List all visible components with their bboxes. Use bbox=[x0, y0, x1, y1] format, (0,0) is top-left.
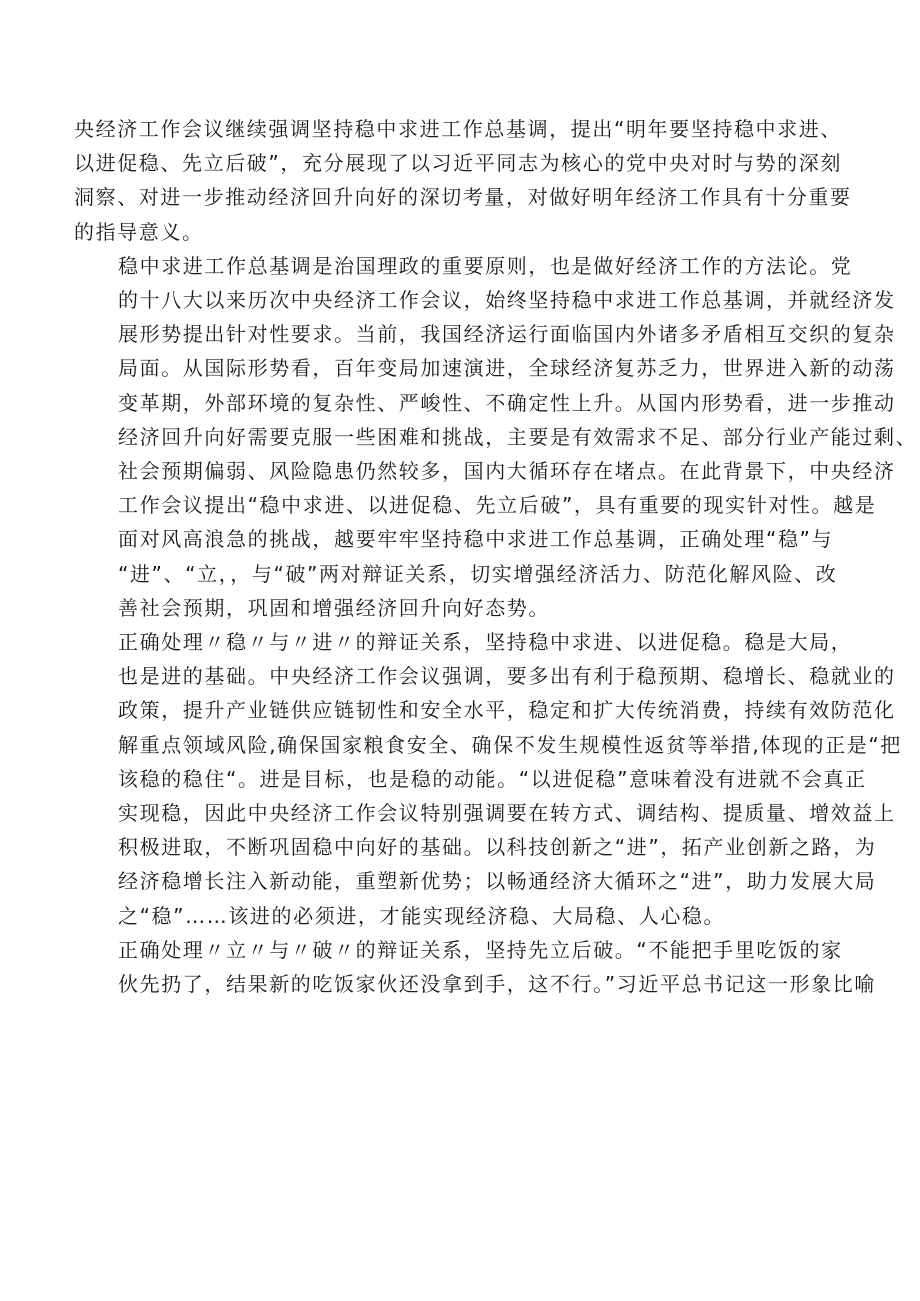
text-line: “进”、“立，，与“破”两对辩证关系，切实增强经济活力、防范化解风险、改 bbox=[118, 561, 838, 586]
paragraph-1 bbox=[74, 112, 864, 249]
text-line: 经济稳增长注入新动能，重塑新优势；以畅通经济大循环之“进”，助力发展大局 bbox=[118, 869, 877, 894]
text-line: 该稳的稳住“。进是目标，也是稳的动能。“以进促稳”意味着没有进就不会真正 bbox=[118, 766, 867, 791]
text-line: 伙先扔了，结果新的吃饭家伙还没拿到手，这不行。”习近平总书记这一形象比喻 bbox=[118, 972, 876, 997]
text-line: 善社会预期，巩固和增强经济回升向好态势。 bbox=[118, 595, 550, 620]
text-line: 政策，提升产业链供应链韧性和安全水平，稳定和扩大传统消费，持续有效防范化 bbox=[118, 698, 896, 723]
paragraph-2 bbox=[74, 249, 918, 625]
document-body bbox=[74, 112, 918, 1001]
text-line: 稳中求进工作总基调是治国理政的重要原则，也是做好经济工作的方法论。党 bbox=[118, 253, 853, 278]
text-line: 积极进取，不断巩固稳中向好的基础。以科技创新之“进”，拓产业创新之路，为 bbox=[118, 835, 877, 860]
text-line: 之“稳”……该进的必须进，才能实现经济稳、大局稳、人心稳。 bbox=[118, 903, 726, 928]
text-line: 以进促稳、先立后破”，充分展现了以习近平同志为核心的党中央对时与势的深刻 bbox=[74, 151, 842, 176]
text-line: 展形势提出针对性要求。当前，我国经济运行面临国内外诸多矛盾相互交织的复杂 bbox=[118, 322, 896, 347]
text-line: 社会预期偏弱、风险隐患仍然较多，国内大循环存在堵点。在此背景下，中央经济 bbox=[118, 459, 896, 484]
paragraph-3 bbox=[74, 625, 902, 933]
text-line: 洞察、对进一步推动经济回升向好的深切考量，对做好明年经济工作具有十分重要 bbox=[74, 185, 852, 210]
paragraph-4 bbox=[74, 933, 876, 1001]
text-line: 变革期，外部环境的复杂性、严峻性、不确定性上升。从国内形势看，进一步推动 bbox=[118, 390, 896, 415]
text-line: 工作会议提出“稳中求进、以进促稳、先立后破”，具有重要的现实针对性。越是 bbox=[118, 493, 877, 518]
text-line: 经济回升向好需要克服一些困难和挑战，主要是有效需求不足、部分行业产能过剩、 bbox=[118, 424, 918, 449]
text-line: 局面。从国际形势看，百年变局加速演进，全球经济复苏乏力，世界进入新的动荡 bbox=[118, 356, 896, 381]
text-line: 的十八大以来历次中央经济工作会议，始终坚持稳中求进工作总基调，并就经济发 bbox=[118, 288, 896, 313]
text-line: 面对风高浪急的挑战，越要牢牢坚持稳中求进工作总基调，正确处理“稳”与 bbox=[118, 527, 834, 552]
text-line: 正确处理〃稳〃与〃进〃的辩证关系，坚持稳中求进、以进促稳。稳是大局， bbox=[118, 630, 853, 655]
text-line: 的指导意义。 bbox=[74, 219, 204, 244]
text-line: 解重点领域风险,确保国家粮食安全、确保不发生规模性返贫等举措,体现的正是“把 bbox=[118, 732, 902, 757]
text-line: 也是进的基础。中央经济工作会议强调，要多出有利于稳预期、稳增长、稳就业的 bbox=[118, 664, 896, 689]
text-line: 正确处理〃立〃与〃破〃的辩证关系，坚持先立后破。“不能把手里吃饭的家 bbox=[118, 937, 843, 962]
text-line: 实现稳，因此中央经济工作会议特别强调要在转方式、调结构、提质量、增效益上 bbox=[118, 801, 896, 826]
text-line: 央经济工作会议继续强调坚持稳中求进工作总基调，提出“明年要坚持稳中求进、 bbox=[74, 117, 842, 141]
